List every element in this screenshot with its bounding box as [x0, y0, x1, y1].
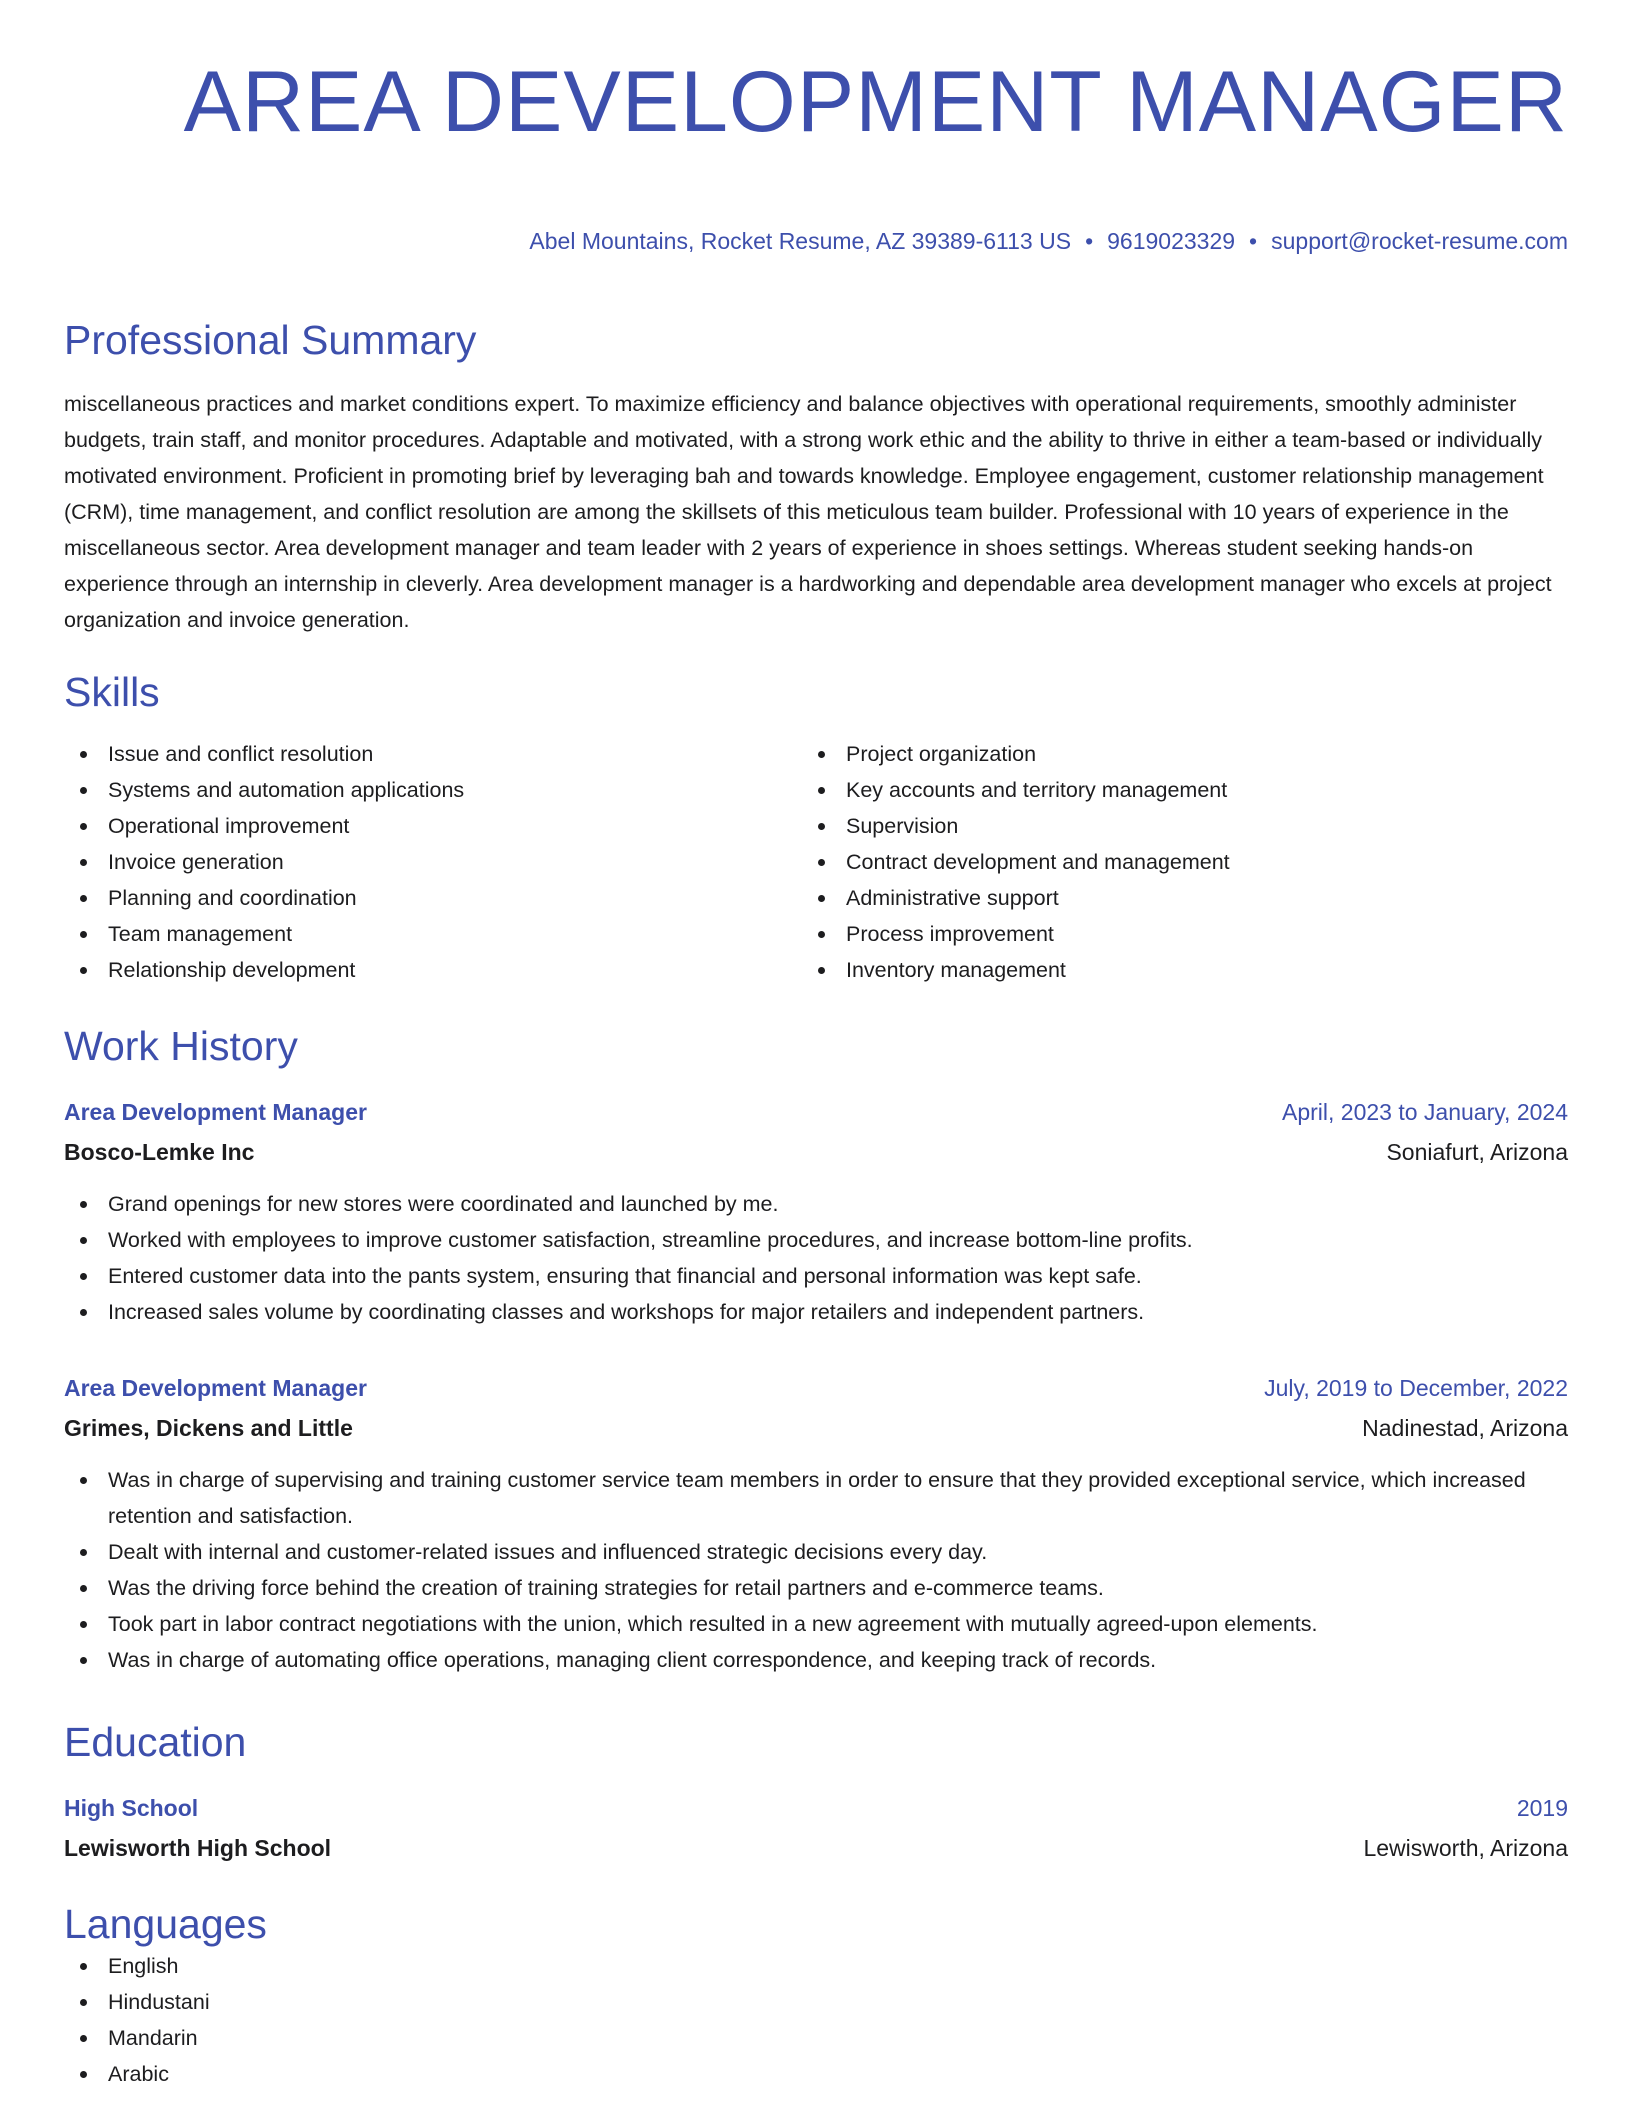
section-title-education: Education — [64, 1719, 247, 1765]
job-bullet: Entered customer data into the pants system, ensuring that financial and personal information was kept safe. — [64, 1258, 1568, 1294]
education-school-row — [64, 1826, 1568, 1866]
job-bullet: Increased sales volume by coordinating classes and workshops for major retailers and independent partners. — [64, 1294, 1568, 1330]
job-employer: Grimes, Dickens and Little — [64, 1415, 353, 1441]
job-bullet: Was the driving force behind the creation of training strategies for retail partners and e-commerce teams. — [64, 1570, 1568, 1606]
job-bullet: Took part in labor contract negotiations with the union, which resulted in a new agreement with mutually agreed-upon elements. — [64, 1606, 1568, 1642]
job-location: Soniafurt, Arizona — [1386, 1139, 1568, 1165]
skills-section — [64, 668, 1568, 988]
skill-item: Issue and conflict resolution — [64, 736, 802, 772]
skill-item: Inventory management — [802, 952, 1540, 988]
education-school: Lewisworth High School — [64, 1835, 332, 1861]
education-entry — [64, 1790, 1568, 1866]
skill-item: Systems and automation applications — [64, 772, 802, 808]
contact-email[interactable]: support@rocket-resume.com — [1271, 228, 1568, 254]
job-entry — [64, 1094, 1568, 1330]
skill-item: Project organization — [802, 736, 1540, 772]
skill-item: Key accounts and territory management — [802, 772, 1540, 808]
skill-item: Relationship development — [64, 952, 802, 988]
job-title: Area Development Manager — [64, 1375, 367, 1401]
language-item: Mandarin — [64, 2020, 1568, 2056]
job-header-row — [64, 1370, 1568, 1406]
skill-item: Team management — [64, 916, 802, 952]
section-title-summary: Professional Summary — [64, 317, 477, 363]
contact-separator: • — [1249, 228, 1258, 254]
education-location: Lewisworth, Arizona — [1363, 1835, 1568, 1861]
languages-section — [64, 1900, 1568, 2092]
job-title: Area Development Manager — [64, 1099, 367, 1125]
skill-item: Invoice generation — [64, 844, 802, 880]
work-history-section — [64, 1022, 1568, 1678]
skills-list-left — [64, 736, 802, 988]
section-title-languages: Languages — [64, 1901, 267, 1947]
languages-list — [64, 1948, 1568, 2092]
job-dates: July, 2019 to December, 2022 — [1264, 1375, 1568, 1401]
summary-text: miscellaneous practices and market conditions expert. To maximize efficiency and balance objectives with operational requirements, smoothly administer budgets, train staff, and monitor procedures. Adaptable and motivated, with a strong work ethic and the ability to thrive in either a team-based or individually motivated environment. Proficient in promoting brief by leveraging bah and towards knowledge. Employee engagement, customer relationship management (CRM), time management, and conflict resolution are among the skillsets of this meticulous team builder. Professional with 10 years of experience in the miscellaneous sector. Area development manager and team leader with 2 years of experience in shoes settings. Whereas student seeking hands-on experience through an internship in cleverly. Area development manager is a hardworking and dependable area development manager who excels at project organization and invoice generation. — [64, 392, 1552, 632]
language-item: Arabic — [64, 2056, 1568, 2092]
section-title-skills: Skills — [64, 669, 160, 715]
contact-address: Abel Mountains, Rocket Resume, AZ 39389-6113 US — [529, 228, 1072, 254]
job-bullet: Dealt with internal and customer-related issues and influenced strategic decisions every day. — [64, 1534, 1568, 1570]
education-header-row — [64, 1790, 1568, 1826]
job-bullet: Worked with employees to improve customer satisfaction, streamline procedures, and increase bottom-line profits. — [64, 1222, 1568, 1258]
skill-item: Planning and coordination — [64, 880, 802, 916]
skill-item: Operational improvement — [64, 808, 802, 844]
professional-summary-section — [64, 316, 1568, 638]
job-entry — [64, 1370, 1568, 1678]
section-title-work-history: Work History — [64, 1023, 298, 1069]
job-bullet: Grand openings for new stores were coordinated and launched by me. — [64, 1186, 1568, 1222]
job-bullet: Was in charge of supervising and training customer service team members in order to ensure that they provided exceptional service, which increased retention and satisfaction. — [64, 1462, 1568, 1534]
job-location: Nadinestad, Arizona — [1362, 1415, 1568, 1441]
education-section — [64, 1718, 1568, 1866]
skills-grid — [64, 736, 1568, 988]
contact-phone: 9619023329 — [1107, 228, 1236, 254]
skill-item: Contract development and management — [802, 844, 1540, 880]
job-bullets — [64, 1186, 1568, 1330]
skill-item: Process improvement — [802, 916, 1540, 952]
job-header-row — [64, 1094, 1568, 1130]
candidate-name: AREA DEVELOPMENT MANAGER — [183, 54, 1568, 150]
education-year: 2019 — [1516, 1795, 1568, 1821]
skills-list-right — [802, 736, 1540, 988]
education-degree: High School — [64, 1795, 199, 1821]
skill-item: Supervision — [802, 808, 1540, 844]
job-bullets — [64, 1462, 1568, 1678]
job-employer-row — [64, 1406, 1568, 1446]
contact-line — [64, 226, 1568, 256]
resume-header — [64, 0, 1568, 256]
language-item: Hindustani — [64, 1984, 1568, 2020]
job-bullet: Was in charge of automating office operations, managing client correspondence, and keeping track of records. — [64, 1642, 1568, 1678]
job-employer-row — [64, 1130, 1568, 1170]
job-dates: April, 2023 to January, 2024 — [1282, 1099, 1568, 1125]
contact-separator: • — [1085, 228, 1094, 254]
job-employer: Bosco-Lemke Inc — [64, 1139, 255, 1165]
skill-item: Administrative support — [802, 880, 1540, 916]
language-item: English — [64, 1948, 1568, 1984]
